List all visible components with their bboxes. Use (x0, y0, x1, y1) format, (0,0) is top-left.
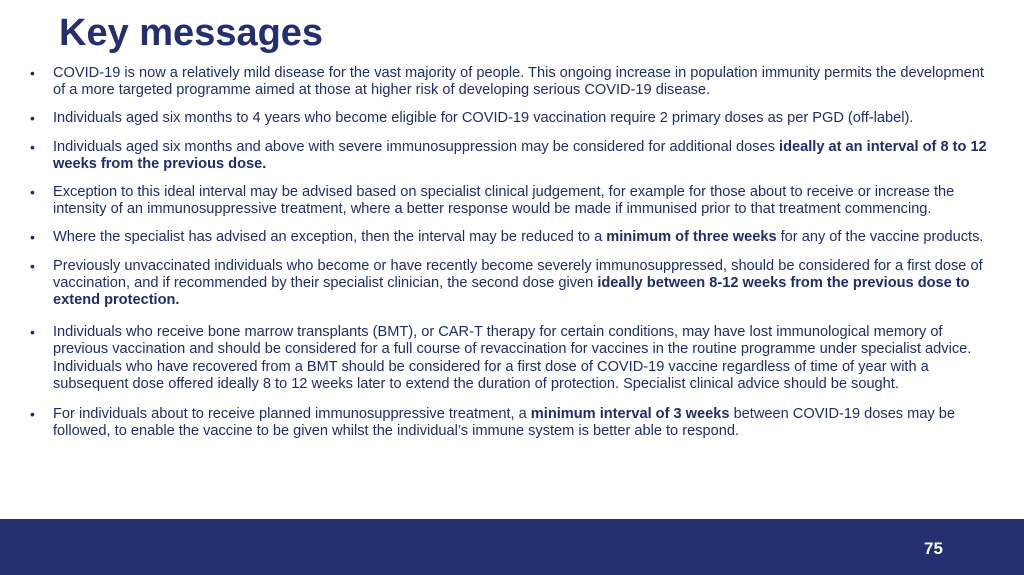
bullet-icon: • (30, 184, 35, 201)
bullet-bold-text: minimum of three weeks (606, 229, 777, 246)
bullet-icon: • (30, 138, 35, 155)
page-number: 75 (924, 539, 943, 558)
bullet-item (30, 184, 992, 218)
bullet-text: Individuals who receive bone marrow transplants (BMT), or CAR-T therapy for certain conditions, may have lost immunological memory of previous vaccination and should be considered for a full course of revaccination for vaccines in the routine programme under specialist advice. Individuals who have recovered from a BMT should be considered for a first dose of COVID-19 vaccine regardless of time of year with a subsequent dose offered ideally 8 to 12 weeks later to extend the duration of protection. Specialist clinical advice should be sought. (53, 324, 972, 392)
bullet-item (30, 65, 992, 99)
slide-title: Key messages (59, 12, 324, 54)
bullet-text: Individuals aged six months and above with severe immunosuppression may be considered for additional doses (53, 138, 780, 155)
key-messages-list (30, 65, 992, 451)
bullet-item (30, 258, 992, 310)
bullet-item (30, 406, 992, 440)
bullet-icon: • (30, 406, 35, 423)
bullet-item (30, 229, 992, 246)
bullet-text: COVID-19 is now a relatively mild disease for the vast majority of people. This ongoing increase in population immunity permits the development of a more targeted programme aimed at those at higher risk of developing serious COVID-19 disease. (53, 65, 984, 99)
bullet-text: Where the specialist has advised an exception, then the interval may be reduced to a (53, 229, 607, 246)
bullet-icon: • (30, 110, 35, 127)
bullet-item (30, 324, 992, 393)
bullet-item (30, 139, 992, 173)
bullet-icon: • (30, 65, 35, 81)
bullet-item (30, 110, 992, 127)
footer-bar (0, 519, 1024, 575)
bullet-icon: • (30, 324, 35, 341)
bullet-bold-text: minimum interval of 3 weeks (530, 406, 730, 423)
bullet-text: Individuals aged six months to 4 years who become eligible for COVID-19 vaccination require 2 primary doses as per PGD (off-label). (53, 110, 914, 127)
bullet-icon: • (30, 229, 35, 246)
bullet-bold-text: ideally at an interval of 8 to 12 weeks from the previous dose. (53, 138, 987, 172)
bullet-text: Previously unvaccinated individuals who become or have recently become severely immunosuppressed, should be considered for a first dose of vaccination, and if recommended by their specialist clinician, the second dose given (53, 257, 983, 291)
bullet-icon: • (30, 257, 35, 274)
bullet-bold-text: ideally between 8-12 weeks from the previous dose to extend protection. (53, 274, 970, 309)
bullet-text: For individuals about to receive planned immunosuppressive treatment, a (53, 406, 531, 423)
bullet-text-after: between COVID-19 doses may be followed, to enable the vaccine to be given whilst the individual’s immune system is better able to respond. (53, 406, 956, 440)
bullet-text: Exception to this ideal interval may be advised based on specialist clinical judgement, for example for those about to receive or increase the intensity of an immunosuppressive treatment, where a better response would be made if immunised prior to that treatment commencing. (53, 184, 955, 218)
bullet-text-after: for any of the vaccine products. (776, 229, 984, 246)
